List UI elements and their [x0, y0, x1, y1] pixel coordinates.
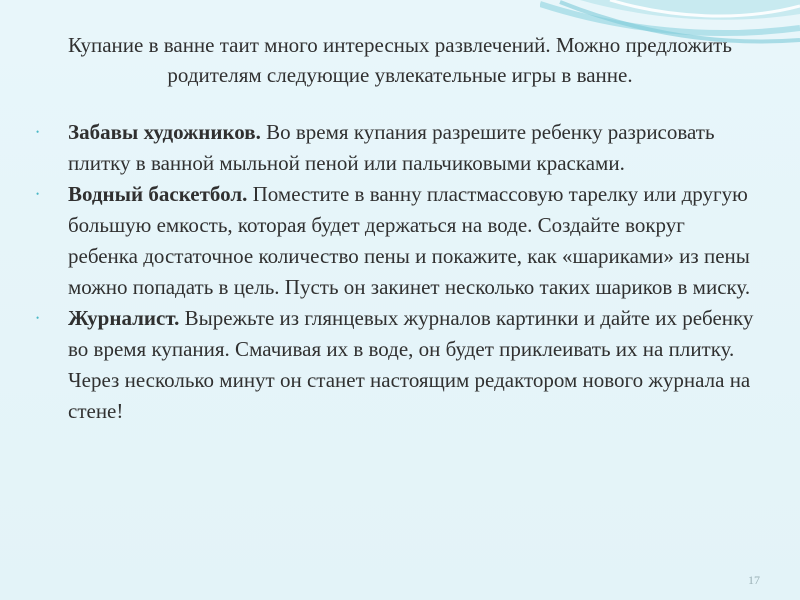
page-number: 17	[748, 573, 760, 587]
list-item	[36, 179, 756, 303]
item-text: Во время купания разрешите ребенку разрисовать плитку в ванной мыльной пеной или пальчиковыми красками.	[68, 120, 715, 175]
bullet-icon: •	[36, 189, 40, 199]
bullet-icon: •	[36, 127, 40, 137]
item-text: Поместите в ванну пластмассовую тарелку или другую большую емкость, которая будет держаться на воде. Создайте вокруг ребенка достаточное количество пены и покажите, как «шариками» из пены можно попадать в цель. Пусть он закинет несколько таких шариков в миску.	[68, 182, 751, 299]
item-text: Вырежьте из глянцевых журналов картинки и дайте их ребенку во время купания. Смачивая их в воде, он будет приклеивать их на плитку. Через несколько минут он станет настоящим редактором нового журнала на стене!	[68, 306, 754, 423]
bullet-list	[36, 117, 756, 427]
item-title: Забавы художников.	[68, 120, 261, 144]
list-item	[36, 117, 756, 179]
item-title: Журналист.	[68, 306, 180, 330]
bullet-icon: •	[36, 313, 40, 323]
intro-paragraph: Купание в ванне таит много интересных развлечений. Можно предложить родителям следующие увлекательные игры в ванне.	[68, 33, 732, 87]
item-title: Водный баскетбол.	[68, 182, 248, 206]
list-item	[36, 303, 756, 427]
